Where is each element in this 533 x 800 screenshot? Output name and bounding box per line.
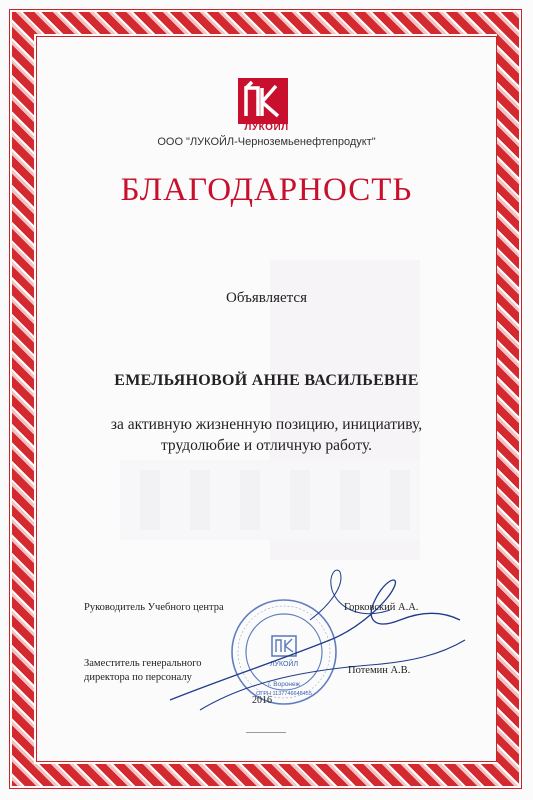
reason-text — [0, 414, 533, 456]
signatory-1-name: Горковский А.А. — [344, 602, 419, 613]
signatory-1-title: Руководитель Учебного центра — [84, 602, 224, 613]
signatory-2-title — [84, 657, 202, 685]
handwritten-signature — [160, 560, 470, 720]
stamp-logo-text: ЛУКОЙЛ — [269, 661, 299, 668]
signatory-2-title-line-1: Заместитель генерального — [84, 658, 202, 669]
logo-wordmark: ЛУКОЙЛ — [244, 122, 289, 133]
stamp-city: г. Воронеж — [268, 681, 300, 688]
signatory-2-name: Потемин А.В. — [348, 665, 411, 676]
stamp-ogrn: ОГРН 1137746648455 — [256, 691, 312, 697]
lukoil-logo-icon — [238, 78, 288, 124]
footer-divider — [246, 732, 286, 733]
reason-line-2: трудолюбие и отличную работу. — [160, 437, 373, 454]
organization-name: ООО "ЛУКОЙЛ-Черноземьенефтепродукт" — [157, 136, 376, 148]
signatory-2-title-line-2: директора по персоналу — [84, 672, 192, 683]
recipient-name: ЕМЕЛЬЯНОВОЙ АННЕ ВАСИЛЬЕВНЕ — [114, 372, 419, 389]
certificate-title: БЛАГОДАРНОСТЬ — [120, 172, 413, 208]
announcement-text: Объявляется — [226, 290, 307, 306]
issue-year: 2016 — [252, 695, 272, 706]
reason-line-1: за активную жизненную позицию, инициативу, — [110, 416, 423, 433]
